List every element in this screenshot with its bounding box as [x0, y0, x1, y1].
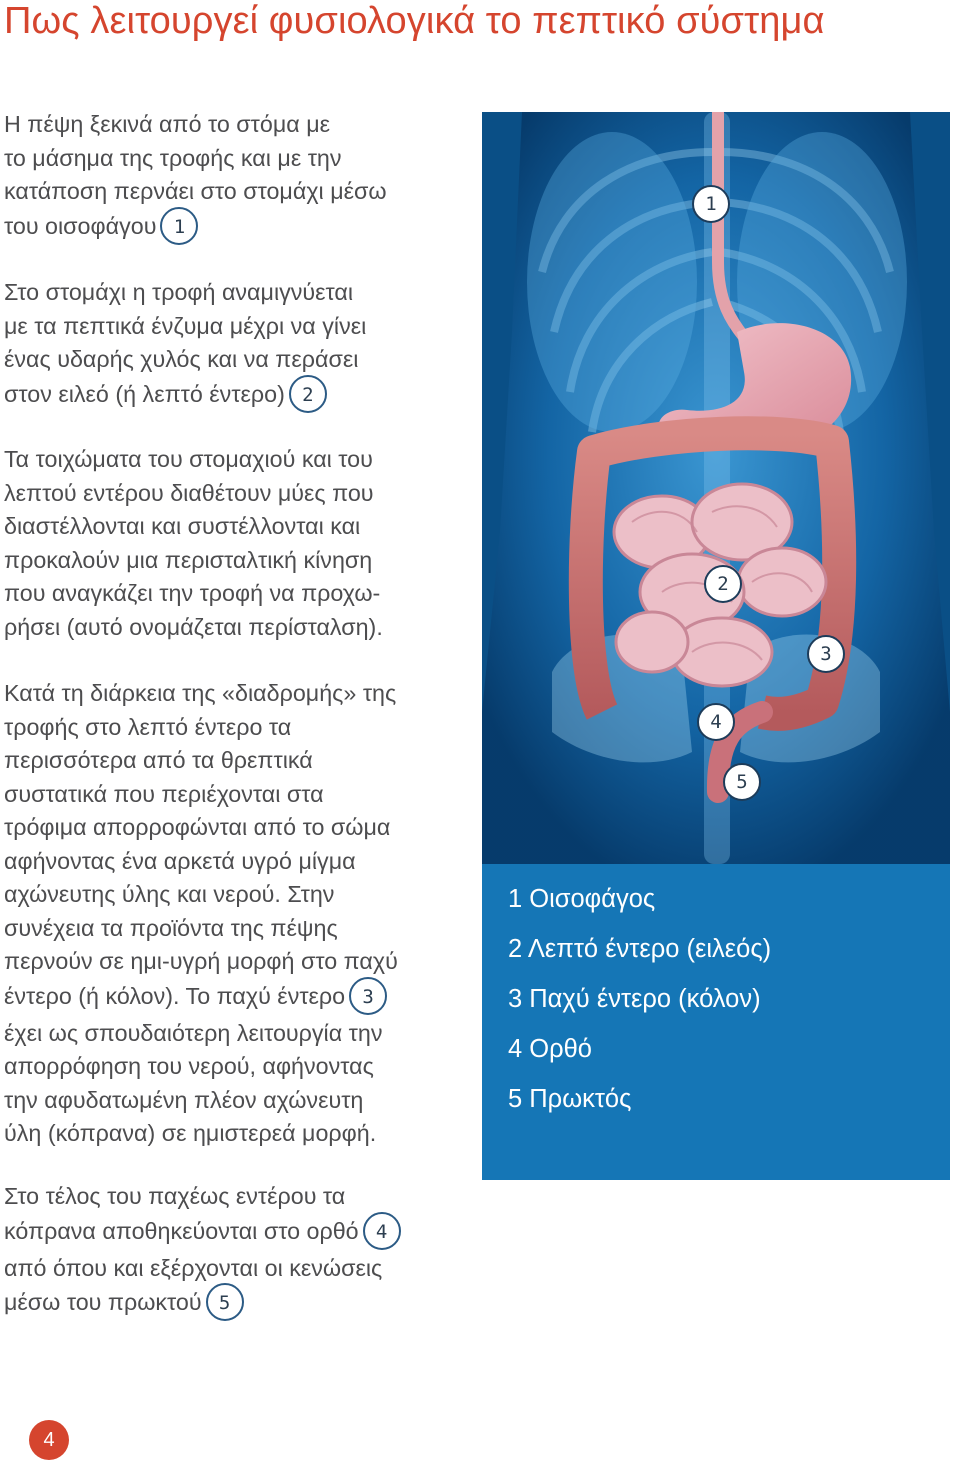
illustration-marker-2: 2	[704, 565, 742, 603]
text-line: λεπτού εντέρου διαθέτουν μύες που	[4, 479, 374, 506]
text-line: περισσότερα από τα θρεπτικά	[4, 747, 313, 773]
text-line: έντερο (ή κόλον). Το παχύ έντερο 3	[4, 979, 398, 1017]
marker-badge-2: 2	[289, 375, 327, 413]
text-line: ύλη (κόπρανα) σε ημιστερεά μορφή.	[4, 1120, 377, 1146]
page-title: Πως λειτουργεί φυσιολογικά το πεπτικό σύστημα	[4, 0, 825, 42]
paragraph-peristalsis	[4, 443, 383, 644]
paragraph-esophagus	[4, 108, 387, 247]
text-line: με τα πεπτικά ένζυμα μέχρι να γίνει	[4, 312, 367, 339]
text-line: στον ειλεό (ή λεπτό έντερο) 2	[4, 377, 366, 415]
illustration-marker-3: 3	[807, 635, 845, 673]
text-line: κατάποση περνάει στο στομάχι μέσω	[4, 178, 387, 204]
text-line: Τα τοιχώματα του στομαχιού και του	[4, 446, 373, 472]
marker-badge-1: 1	[160, 207, 198, 245]
paragraph-rectum	[4, 1180, 401, 1323]
text-line: διαστέλλονται και συστέλλονται και	[4, 513, 361, 539]
text-line: το μάσημα της τροφής και με την	[4, 144, 342, 171]
text-line: Κατά τη διάρκεια της «διαδρομής» της	[4, 680, 397, 706]
paragraph-absorption	[4, 677, 398, 1151]
text-line: κόπρανα αποθηκεύονται στο ορθό 4	[4, 1214, 401, 1252]
illustration-marker-1: 1	[692, 185, 730, 223]
legend-item-esophagus: 1 Οισοφάγος	[508, 885, 656, 913]
text-line: προκαλούν μια περισταλτική κίνηση	[4, 546, 373, 573]
illustration-marker-4: 4	[697, 703, 735, 741]
legend-item-large-intestine: 3 Παχύ έντερο (κόλον)	[508, 985, 761, 1013]
marker-badge-5: 5	[206, 1283, 244, 1321]
text-line: ένας υδαρής χυλός και να περάσει	[4, 346, 359, 372]
text-line: συστατικά που περιέχονται στα	[4, 780, 324, 807]
marker-badge-4: 4	[363, 1212, 401, 1250]
text-line: συνέχεια τα προϊόντα της πέψης	[4, 914, 338, 941]
text-line: τρόφιμα απορροφώνται από το σώμα	[4, 814, 391, 840]
text-line: μέσω του πρωκτού 5	[4, 1285, 401, 1323]
text-line: Στο τέλος του παχέως εντέρου τα	[4, 1183, 346, 1209]
legend-item-anus: 5 Πρωκτός	[508, 1085, 632, 1113]
legend-panel	[482, 864, 950, 1180]
text-line: Στο στομάχι η τροφή αναμιγνύεται	[4, 279, 354, 305]
legend-item-rectum: 4 Ορθό	[508, 1035, 592, 1063]
text-line: από όπου και εξέρχονται οι κενώσεις	[4, 1254, 383, 1281]
marker-badge-3: 3	[349, 977, 387, 1015]
page-number-badge: 4	[29, 1420, 69, 1460]
text-line: ρήσει (αυτό ονομάζεται περίσταλση).	[4, 613, 383, 640]
text-line: αχώνευτης ύλης και νερού. Στην	[4, 881, 335, 907]
legend-item-small-intestine: 2 Λεπτό έντερο (ειλεός)	[508, 935, 772, 963]
illustration-marker-5: 5	[723, 763, 761, 801]
paragraph-stomach	[4, 276, 366, 415]
text-line: αφήνοντας ένα αρκετά υγρό μίγμα	[4, 847, 356, 874]
text-line: απορρόφηση του νερού, αφήνοντας	[4, 1053, 374, 1079]
text-line: έχει ως σπουδαιότερη λειτουργία την	[4, 1019, 383, 1046]
digestive-system-illustration	[482, 112, 950, 864]
text-line: Η πέψη ξεκινά από το στόμα με	[4, 111, 331, 137]
text-line: την αφυδατωμένη πλέον αχώνευτη	[4, 1086, 364, 1113]
text-line: περνούν σε ημι-υγρή μορφή στο παχύ	[4, 948, 398, 974]
text-line: τροφής στο λεπτό έντερο τα	[4, 713, 292, 740]
text-line: που αναγκάζει την τροφή να προχω-	[4, 580, 381, 606]
text-line: του οισοφάγου 1	[4, 209, 387, 247]
anatomy-drawing	[482, 112, 950, 864]
